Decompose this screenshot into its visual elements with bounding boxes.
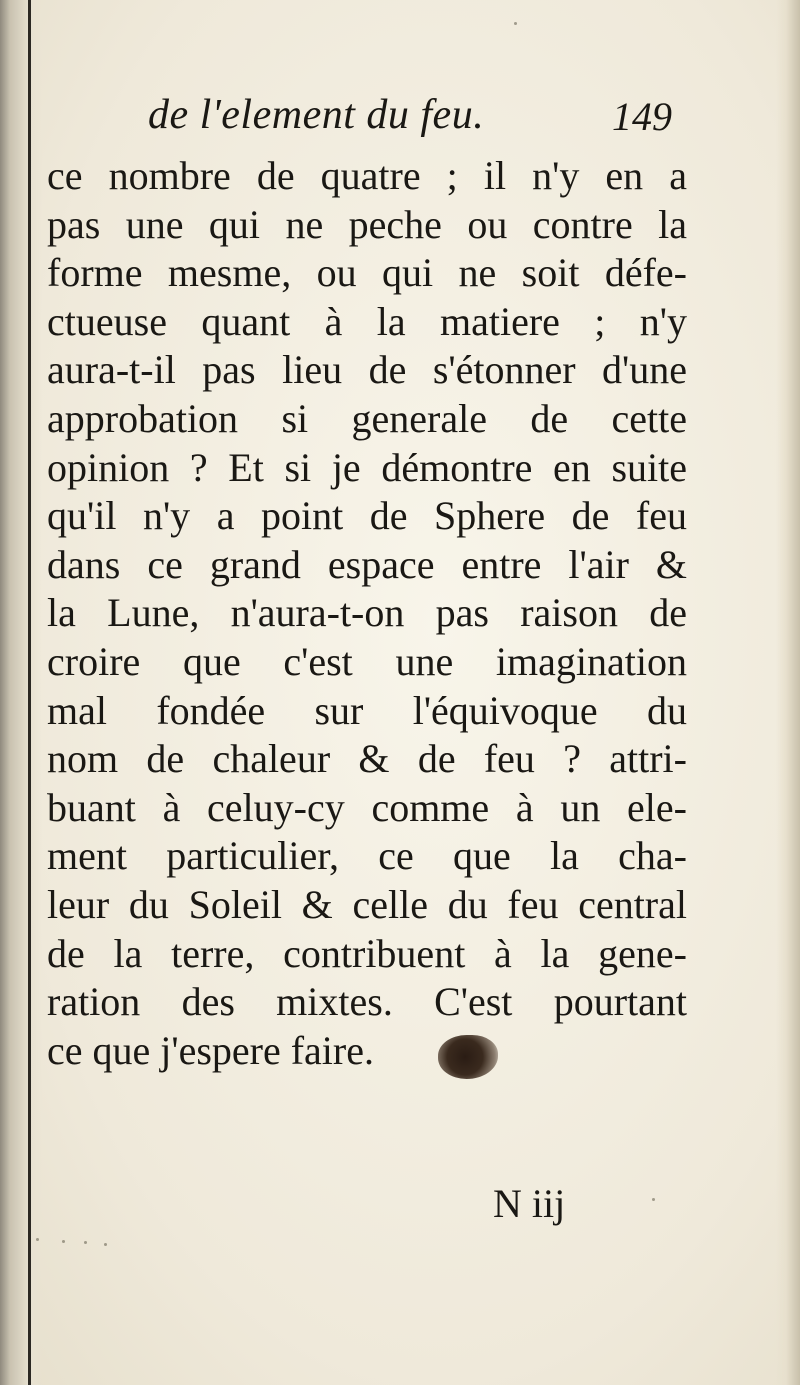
text-line: nom de chaleur & de feu ? attri- — [47, 736, 687, 782]
text-line: de la terre, contribuent à la gene- — [47, 930, 687, 976]
paper-speck — [514, 22, 517, 25]
text-line: dans ce grand espace entre l'air & — [47, 541, 687, 587]
text-line: mal fondée sur l'équivoque du — [47, 687, 687, 733]
text-line: ment particulier, ce que la cha- — [47, 833, 687, 879]
text-line: leur du Soleil & celle du feu central — [47, 881, 687, 927]
body-text — [47, 152, 687, 1075]
text-line: pas une qui ne peche ou contre la — [47, 201, 687, 247]
text-line: ce nombre de quatre ; il n'y en a — [47, 153, 687, 198]
paper-speck — [652, 1198, 655, 1201]
page-header — [0, 90, 800, 150]
page-number: 149 — [612, 94, 672, 139]
page-edge — [776, 0, 800, 1385]
text-line: croire que c'est une imagination — [47, 638, 687, 684]
text-line: approbation si generale de cette — [47, 395, 687, 441]
text-line: ctueuse quant à la matiere ; n'y — [47, 298, 687, 344]
text-line: ration des mixtes. C'est pourtant — [47, 979, 687, 1025]
paper-speck — [62, 1240, 65, 1243]
text-line: forme mesme, ou qui ne soit défe- — [47, 250, 687, 296]
text-line: aura-t-il pas lieu de s'étonner d'une — [47, 347, 687, 393]
running-head: de l'element du feu. — [148, 92, 485, 138]
gutter-shadow — [0, 0, 42, 1385]
text-line: ce que j'espere faire. — [47, 1027, 374, 1073]
paper-speck — [36, 1238, 39, 1241]
binding-edge — [28, 0, 31, 1385]
signature-mark: N iij — [493, 1181, 566, 1226]
text-line: qu'il n'y a point de Sphere de feu — [47, 493, 687, 539]
paper-speck — [84, 1241, 87, 1244]
text-line: buant à celuy-cy comme à un ele- — [47, 784, 687, 830]
paper-speck — [104, 1243, 107, 1246]
text-line: opinion ? Et si je démontre en suite — [47, 444, 687, 490]
text-line: la Lune, n'aura-t-on pas raison de — [47, 590, 687, 636]
